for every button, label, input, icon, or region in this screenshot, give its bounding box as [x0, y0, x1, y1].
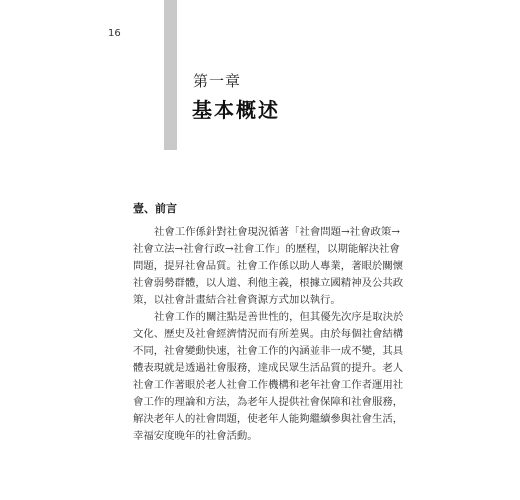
paragraph-2-line-8: 幸福安度晚年的社會活動。: [133, 430, 258, 442]
paragraph-2-line-3: 不同，社會變動快速，社會工作的內涵並非一成不變，其具: [133, 345, 404, 357]
paragraph-2-line-7: 解決老年人的社會問題，使老年人能夠繼續參與社會生活，: [133, 413, 404, 425]
paragraph-2-line-2: 文化、歷史及社會經濟情況而有所差異。由於每個社會結構: [133, 328, 404, 340]
paragraph-2-line-5: 社會工作著眼於老人社會工作機構和老年社會工作者運用社: [133, 379, 404, 391]
section-heading: 壹、前言: [133, 202, 177, 215]
page-number: 16: [108, 28, 121, 39]
chapter-title: 基本概述: [192, 98, 280, 122]
body-text: [133, 224, 404, 445]
chapter-accent-bar: [164, 0, 177, 150]
paragraph-1-line-2: 社會立法→社會行政→社會工作」的歷程，以期能解決社會: [133, 243, 400, 255]
paragraph-1-line-5: 策，以社會計畫結合社會資源方式加以執行。: [133, 294, 341, 306]
paragraph-2-line-6: 會工作的理論和方法，為老年人提供社會保障和社會服務，: [133, 396, 404, 408]
paragraph-1-line-4: 社會弱勢群體，以人道、利他主義，根據立國精神及公共政: [133, 277, 404, 289]
paragraph-1-line-1: 社會工作係針對社會現況循著「社會問題→社會政策→: [154, 226, 401, 238]
paragraph-2-line-1: 社會工作的關注點是善世性的，但其優先次序是取決於: [154, 311, 404, 323]
chapter-label: 第一章: [193, 72, 242, 90]
paragraph-1-line-3: 問題，提昇社會品質。社會工作係以助人專業，著眼於關懷: [133, 260, 404, 272]
paragraph-2-line-4: 體表現就是透過社會服務，達成民眾生活品質的提升。老人: [133, 362, 404, 374]
